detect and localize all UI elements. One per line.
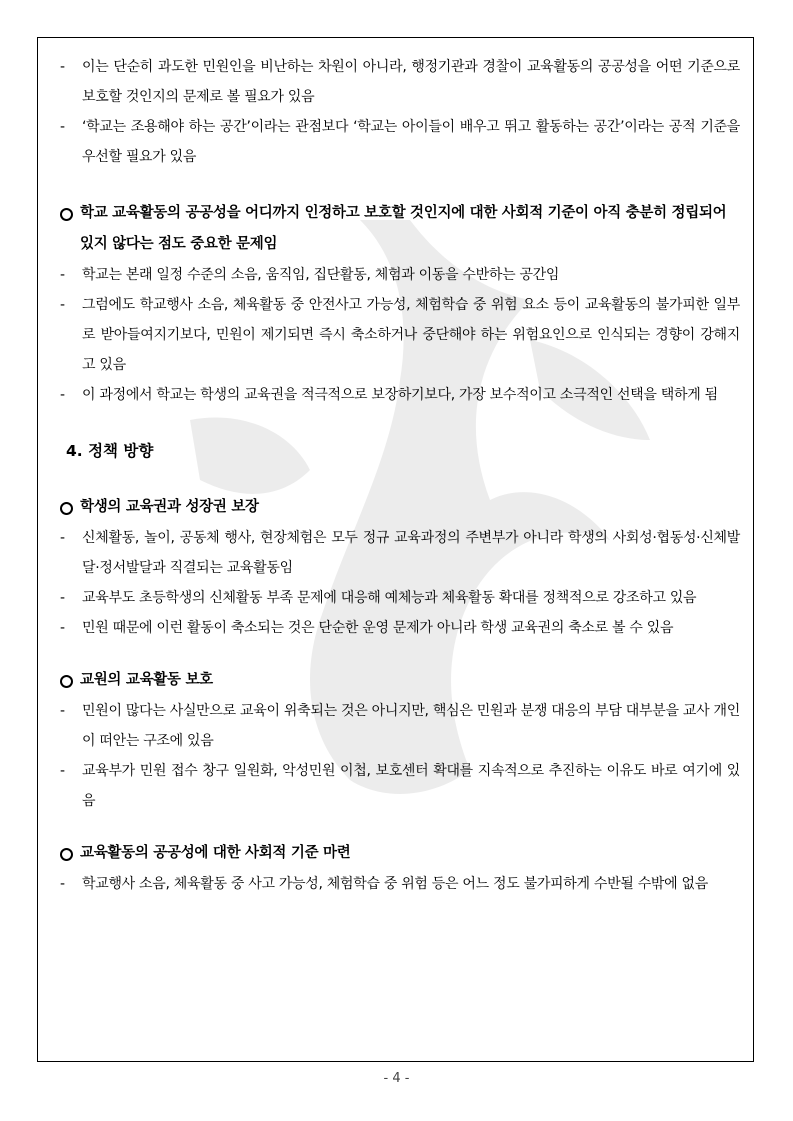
list-item xyxy=(60,290,740,380)
list-item-text: 민원이 많다는 사실만으로 교육이 위축되는 것은 아니지만, 핵심은 민원과 분쟁 대응의 부담 대부분을 교사 개인이 떠안는 구조에 있음 xyxy=(82,703,740,749)
dash-marker: - xyxy=(60,590,65,606)
dash-marker: - xyxy=(60,297,65,313)
list-item xyxy=(60,380,740,410)
list-item-text: 이는 단순히 과도한 민원인을 비난하는 차원이 아니라, 행정기관과 경찰이 교육활동의 공공성을 어떤 기준으로 보호할 것인지의 문제로 볼 필요가 있음 xyxy=(82,59,740,105)
section-heading xyxy=(60,665,740,696)
dash-marker: - xyxy=(60,876,65,892)
list-item-text: 그럼에도 학교행사 소음, 체육활동 중 안전사고 가능성, 체험학습 중 위험 요소 등이 교육활동의 불가피한 일부로 받아들여지기보다, 민원이 제기되면 즉시 축소하거나 중단해야 하는 위험요인으로 인식되는 경향이 강해지고 있음 xyxy=(82,297,740,373)
list-item xyxy=(60,583,740,613)
list-item xyxy=(60,260,740,290)
dash-marker: - xyxy=(60,620,65,636)
list-item xyxy=(60,112,740,172)
list-item-text: 교육부가 민원 접수 창구 일원화, 악성민원 이첩, 보호센터 확대를 지속적으로 추진하는 이유도 바로 여기에 있음 xyxy=(82,763,740,809)
list-item xyxy=(60,869,740,899)
heading-text: 학생의 교육권과 성장권 보장 xyxy=(80,499,259,515)
page-number: - 4 - xyxy=(383,1071,410,1086)
list-item-text: 이 과정에서 학교는 학생의 교육권을 적극적으로 보장하기보다, 가장 보수적이고 소극적인 선택을 택하게 됨 xyxy=(82,387,718,403)
list-item-text: 교육부도 초등학생의 신체활동 부족 문제에 대응해 예체능과 체육활동 확대를 정책적으로 강조하고 있음 xyxy=(82,590,697,606)
dash-marker: - xyxy=(60,387,65,403)
circle-bullet-icon xyxy=(60,838,80,869)
section-heading xyxy=(60,198,740,260)
list-item xyxy=(60,52,740,112)
circle-bullet-icon xyxy=(60,665,80,696)
circle-bullet-icon xyxy=(60,198,80,260)
dash-marker: - xyxy=(60,119,65,135)
list-item-text: 민원 때문에 이런 활동이 축소되는 것은 단순한 운영 문제가 아니라 학생 교육권의 축소로 볼 수 있음 xyxy=(82,620,674,636)
list-item-text: 학교행사 소음, 체육활동 중 사고 가능성, 체험학습 중 위험 등은 어느 정도 불가피하게 수반될 수밖에 없음 xyxy=(82,876,708,892)
section-title: 4. 정책 방향 xyxy=(66,442,154,460)
section-heading xyxy=(60,492,740,523)
heading-text: 교원의 교육활동 보호 xyxy=(80,672,213,688)
list-item xyxy=(60,696,740,756)
dash-marker: - xyxy=(60,530,65,546)
document-body xyxy=(60,52,740,899)
list-item-text: ‘학교는 조용해야 하는 공간’이라는 관점보다 ‘학교는 아이들이 배우고 뛰고 활동하는 공간’이라는 공적 기준을 우선할 필요가 있음 xyxy=(82,119,740,165)
dash-marker: - xyxy=(60,763,65,779)
list-item xyxy=(60,756,740,816)
list-item xyxy=(60,523,740,583)
section-heading xyxy=(60,838,740,869)
list-item-text: 학교는 본래 일정 수준의 소음, 움직임, 집단활동, 체험과 이동을 수반하는 공간임 xyxy=(82,267,560,283)
list-item-text: 신체활동, 놀이, 공동체 행사, 현장체험은 모두 정규 교육과정의 주변부가 아니라 학생의 사회성·협동성·신체발달·정서발달과 직결되는 교육활동임 xyxy=(82,530,740,576)
dash-marker: - xyxy=(60,703,65,719)
dash-marker: - xyxy=(60,59,65,75)
heading-text: 학교 교육활동의 공공성을 어디까지 인정하고 보호할 것인지에 대한 사회적 기준이 아직 충분히 정립되어 있지 않다는 점도 중요한 문제임 xyxy=(80,205,727,252)
dash-marker: - xyxy=(60,267,65,283)
circle-bullet-icon xyxy=(60,492,80,523)
heading-text: 교육활동의 공공성에 대한 사회적 기준 마련 xyxy=(80,845,351,861)
list-item xyxy=(60,613,740,643)
